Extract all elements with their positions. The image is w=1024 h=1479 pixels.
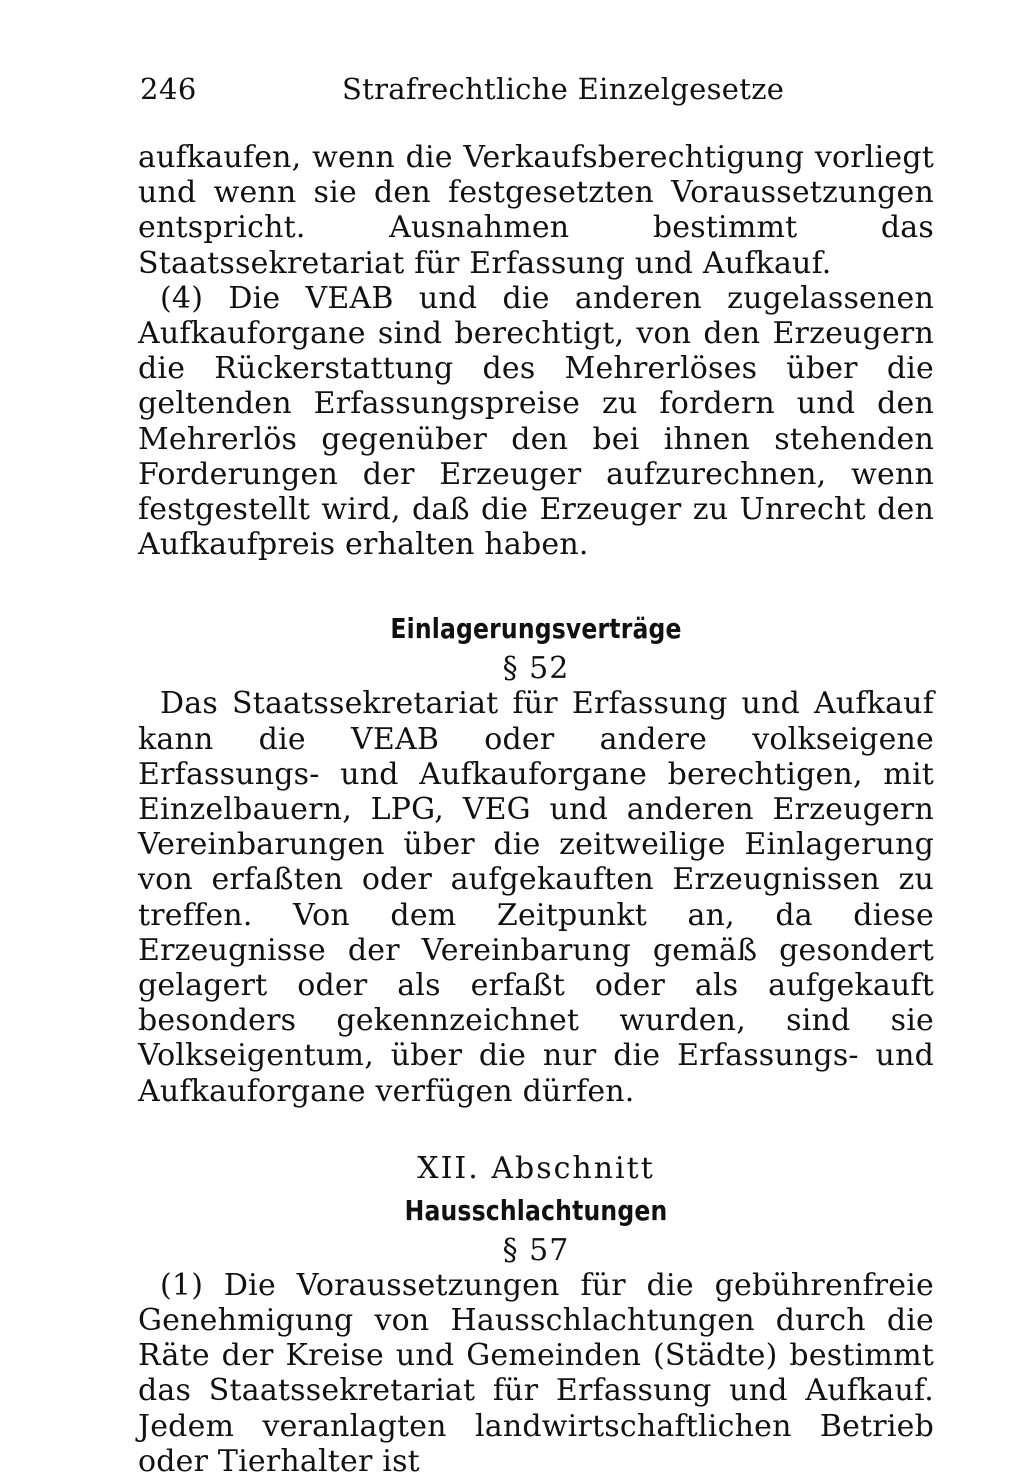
spacer	[138, 1186, 934, 1194]
heading-einlagerungsvertraege: Einlagerungsverträge	[390, 612, 682, 646]
chapter-xii-heading: XII. Abschnitt	[417, 1150, 655, 1186]
heading-hausschlachtungen: Hausschlachtungen	[404, 1193, 668, 1227]
page-header	[140, 72, 936, 112]
section-52-number: § 52	[502, 651, 570, 687]
spacer	[138, 1109, 934, 1151]
paragraph-4: (4) Die VEAB und die anderen zugelassenen Aufkauforgane sind berechtigt, von den Erzeugern die Rückerstattung des Mehrerlöses über die geltenden Erfassungspreise zu fordern und den Mehrerlös gegenüber den bei ihnen stehenden Forderungen der Erzeuger aufzurechnen, wenn festgestellt wird, daß die Erzeuger zu Unrecht den Aufkaufpreis erhalten haben.	[138, 280, 934, 563]
paragraph-section-57-1: (1) Die Voraussetzungen für die gebührenfreie Genehmigung von Hausschlachtungen durch die Räte der Kreise und Gemeinden (Städte) bestimmt das Staatssekretariat für Erfassung und Aufkauf. Jedem veranlagten landwirtschaftlichen Betrieb oder Tierhalter ist	[138, 1267, 934, 1479]
page-body	[138, 140, 934, 1479]
running-title: Strafrechtliche Einzelgesetze	[342, 72, 785, 106]
page-number: 246	[140, 72, 197, 106]
section-57-number: § 57	[502, 1232, 570, 1268]
spacer	[138, 562, 934, 612]
paragraph-continuation: aufkaufen, wenn die Verkaufsberechtigung vorliegt und wenn sie den festgesetzten Voraussetzungen entspricht. Ausnahmen bestimmt das Staatssekretariat für Erfassung und Aufkauf.	[138, 140, 934, 281]
paragraph-section-52: Das Staatssekretariat für Erfassung und Aufkauf kann die VEAB oder andere volkseigene Erfassungs- und Aufkauforgane berechtigen, mit Einzelbauern, LPG, VEG und anderen Erzeugern Vereinbarungen über die zeitweilige Einlagerung von erfaßten oder aufgekauften Erzeugnissen zu treffen. Von dem Zeitpunkt an, da diese Erzeugnisse der Vereinbarung gemäß gesondert gelagert oder als erfaßt oder als aufgekauft besonders gekennzeichnet wurden, sind sie Volkseigentum, über die nur die Erfassungs- und Aufkauforgane verfügen dürfen.	[138, 686, 934, 1109]
